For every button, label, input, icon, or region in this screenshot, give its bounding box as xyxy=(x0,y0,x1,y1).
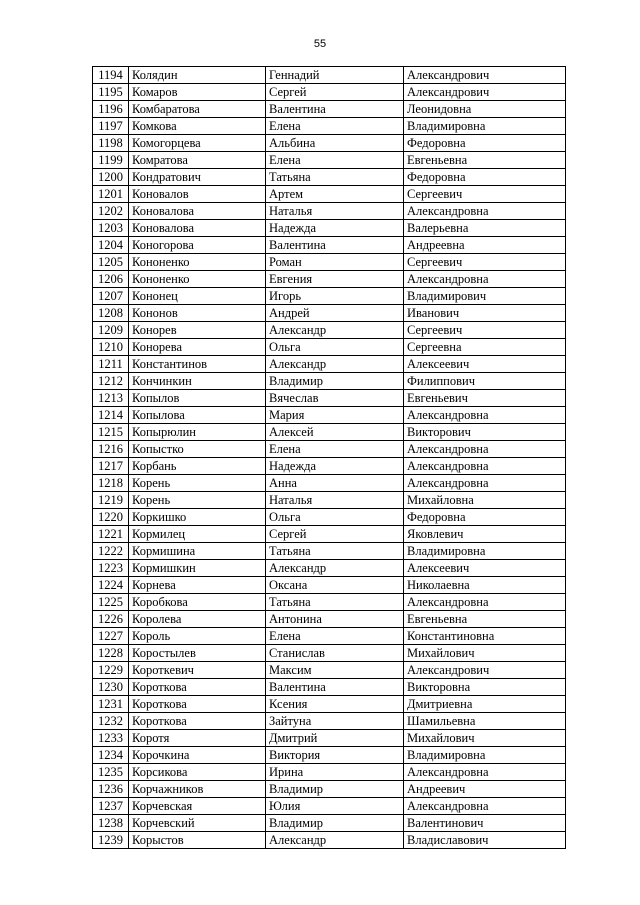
patronymic-cell: Яковлевич xyxy=(404,526,566,543)
patronymic-cell: Александрович xyxy=(404,84,566,101)
last-name-cell: Кормишина xyxy=(129,543,266,560)
patronymic-cell: Владимировна xyxy=(404,118,566,135)
row-number-cell: 1198 xyxy=(93,135,129,152)
first-name-cell: Вячеслав xyxy=(266,390,404,407)
row-number-cell: 1216 xyxy=(93,441,129,458)
row-number-cell: 1202 xyxy=(93,203,129,220)
row-number-cell: 1203 xyxy=(93,220,129,237)
first-name-cell: Александр xyxy=(266,560,404,577)
row-number-cell: 1210 xyxy=(93,339,129,356)
last-name-cell: Корень xyxy=(129,475,266,492)
last-name-cell: Конорев xyxy=(129,322,266,339)
last-name-cell: Короткова xyxy=(129,713,266,730)
patronymic-cell: Владиславович xyxy=(404,832,566,849)
last-name-cell: Корчевский xyxy=(129,815,266,832)
last-name-cell: Коновалова xyxy=(129,203,266,220)
table-row xyxy=(93,475,566,492)
first-name-cell: Владимир xyxy=(266,815,404,832)
first-name-cell: Наталья xyxy=(266,492,404,509)
table-row xyxy=(93,186,566,203)
table-row xyxy=(93,713,566,730)
first-name-cell: Зайтуна xyxy=(266,713,404,730)
patronymic-cell: Андреевич xyxy=(404,781,566,798)
first-name-cell: Елена xyxy=(266,152,404,169)
patronymic-cell: Михайлович xyxy=(404,730,566,747)
last-name-cell: Колядин xyxy=(129,67,266,84)
patronymic-cell: Александровна xyxy=(404,407,566,424)
first-name-cell: Надежда xyxy=(266,220,404,237)
first-name-cell: Ксения xyxy=(266,696,404,713)
patronymic-cell: Александровна xyxy=(404,798,566,815)
patronymic-cell: Владимировна xyxy=(404,543,566,560)
first-name-cell: Андрей xyxy=(266,305,404,322)
table-row xyxy=(93,356,566,373)
row-number-cell: 1199 xyxy=(93,152,129,169)
table-row xyxy=(93,152,566,169)
first-name-cell: Надежда xyxy=(266,458,404,475)
table-row xyxy=(93,679,566,696)
row-number-cell: 1224 xyxy=(93,577,129,594)
patronymic-cell: Федоровна xyxy=(404,509,566,526)
table-row xyxy=(93,118,566,135)
first-name-cell: Татьяна xyxy=(266,594,404,611)
patronymic-cell: Викторович xyxy=(404,424,566,441)
table-row xyxy=(93,577,566,594)
patronymic-cell: Алексеевич xyxy=(404,560,566,577)
table-row xyxy=(93,101,566,118)
first-name-cell: Геннадий xyxy=(266,67,404,84)
patronymic-cell: Андреевна xyxy=(404,237,566,254)
row-number-cell: 1197 xyxy=(93,118,129,135)
patronymic-cell: Шамильевна xyxy=(404,713,566,730)
first-name-cell: Елена xyxy=(266,118,404,135)
row-number-cell: 1201 xyxy=(93,186,129,203)
patronymic-cell: Сергеевич xyxy=(404,186,566,203)
last-name-cell: Копылова xyxy=(129,407,266,424)
last-name-cell: Константинов xyxy=(129,356,266,373)
table-row xyxy=(93,492,566,509)
table-row xyxy=(93,135,566,152)
patronymic-cell: Сергеевич xyxy=(404,322,566,339)
table-row xyxy=(93,254,566,271)
row-number-cell: 1194 xyxy=(93,67,129,84)
last-name-cell: Корчажников xyxy=(129,781,266,798)
first-name-cell: Валентина xyxy=(266,237,404,254)
last-name-cell: Копыстко xyxy=(129,441,266,458)
table-row xyxy=(93,305,566,322)
first-name-cell: Виктория xyxy=(266,747,404,764)
first-name-cell: Максим xyxy=(266,662,404,679)
row-number-cell: 1204 xyxy=(93,237,129,254)
patronymic-cell: Евгеньевна xyxy=(404,611,566,628)
names-table xyxy=(92,66,566,849)
table-row xyxy=(93,271,566,288)
patronymic-cell: Викторовна xyxy=(404,679,566,696)
last-name-cell: Комкова xyxy=(129,118,266,135)
page-number: 55 xyxy=(313,38,327,50)
patronymic-cell: Александровна xyxy=(404,203,566,220)
patronymic-cell: Владимирович xyxy=(404,288,566,305)
table-row xyxy=(93,781,566,798)
table-row xyxy=(93,747,566,764)
patronymic-cell: Николаевна xyxy=(404,577,566,594)
patronymic-cell: Сергеевна xyxy=(404,339,566,356)
first-name-cell: Оксана xyxy=(266,577,404,594)
last-name-cell: Корыстов xyxy=(129,832,266,849)
last-name-cell: Корень xyxy=(129,492,266,509)
table-row xyxy=(93,458,566,475)
first-name-cell: Александр xyxy=(266,832,404,849)
patronymic-cell: Александрович xyxy=(404,67,566,84)
row-number-cell: 1226 xyxy=(93,611,129,628)
patronymic-cell: Михайлович xyxy=(404,645,566,662)
table-row xyxy=(93,594,566,611)
last-name-cell: Король xyxy=(129,628,266,645)
last-name-cell: Корбань xyxy=(129,458,266,475)
table-row xyxy=(93,798,566,815)
patronymic-cell: Валентинович xyxy=(404,815,566,832)
first-name-cell: Артем xyxy=(266,186,404,203)
first-name-cell: Владимир xyxy=(266,373,404,390)
last-name-cell: Коротя xyxy=(129,730,266,747)
patronymic-cell: Александровна xyxy=(404,441,566,458)
table-row xyxy=(93,645,566,662)
row-number-cell: 1227 xyxy=(93,628,129,645)
last-name-cell: Кормилец xyxy=(129,526,266,543)
row-number-cell: 1195 xyxy=(93,84,129,101)
row-number-cell: 1209 xyxy=(93,322,129,339)
first-name-cell: Валентина xyxy=(266,101,404,118)
table-row xyxy=(93,730,566,747)
last-name-cell: Комогорцева xyxy=(129,135,266,152)
first-name-cell: Альбина xyxy=(266,135,404,152)
row-number-cell: 1231 xyxy=(93,696,129,713)
row-number-cell: 1235 xyxy=(93,764,129,781)
patronymic-cell: Александровна xyxy=(404,764,566,781)
first-name-cell: Евгения xyxy=(266,271,404,288)
last-name-cell: Комбаратова xyxy=(129,101,266,118)
first-name-cell: Сергей xyxy=(266,526,404,543)
last-name-cell: Комаров xyxy=(129,84,266,101)
table-row xyxy=(93,339,566,356)
row-number-cell: 1208 xyxy=(93,305,129,322)
row-number-cell: 1211 xyxy=(93,356,129,373)
row-number-cell: 1237 xyxy=(93,798,129,815)
row-number-cell: 1206 xyxy=(93,271,129,288)
row-number-cell: 1228 xyxy=(93,645,129,662)
last-name-cell: Кондратович xyxy=(129,169,266,186)
first-name-cell: Валентина xyxy=(266,679,404,696)
last-name-cell: Кононов xyxy=(129,305,266,322)
last-name-cell: Корнева xyxy=(129,577,266,594)
last-name-cell: Коростылев xyxy=(129,645,266,662)
last-name-cell: Корсикова xyxy=(129,764,266,781)
table-row xyxy=(93,424,566,441)
row-number-cell: 1223 xyxy=(93,560,129,577)
last-name-cell: Комратова xyxy=(129,152,266,169)
row-number-cell: 1196 xyxy=(93,101,129,118)
patronymic-cell: Владимировна xyxy=(404,747,566,764)
first-name-cell: Станислав xyxy=(266,645,404,662)
row-number-cell: 1205 xyxy=(93,254,129,271)
last-name-cell: Короткевич xyxy=(129,662,266,679)
last-name-cell: Коногорова xyxy=(129,237,266,254)
table-row xyxy=(93,662,566,679)
first-name-cell: Елена xyxy=(266,628,404,645)
patronymic-cell: Михайловна xyxy=(404,492,566,509)
first-name-cell: Татьяна xyxy=(266,543,404,560)
table-row xyxy=(93,220,566,237)
row-number-cell: 1232 xyxy=(93,713,129,730)
row-number-cell: 1207 xyxy=(93,288,129,305)
table-row xyxy=(93,169,566,186)
row-number-cell: 1221 xyxy=(93,526,129,543)
patronymic-cell: Леонидовна xyxy=(404,101,566,118)
table-row xyxy=(93,322,566,339)
table-row xyxy=(93,407,566,424)
table-row xyxy=(93,288,566,305)
table-row xyxy=(93,696,566,713)
row-number-cell: 1200 xyxy=(93,169,129,186)
last-name-cell: Корочкина xyxy=(129,747,266,764)
patronymic-cell: Евгеньевна xyxy=(404,152,566,169)
last-name-cell: Кончинкин xyxy=(129,373,266,390)
first-name-cell: Анна xyxy=(266,475,404,492)
patronymic-cell: Александровна xyxy=(404,271,566,288)
table-row xyxy=(93,237,566,254)
first-name-cell: Ольга xyxy=(266,339,404,356)
last-name-cell: Кононенко xyxy=(129,254,266,271)
patronymic-cell: Александровна xyxy=(404,475,566,492)
table-row xyxy=(93,560,566,577)
table-row xyxy=(93,543,566,560)
first-name-cell: Владимир xyxy=(266,781,404,798)
first-name-cell: Александр xyxy=(266,322,404,339)
row-number-cell: 1212 xyxy=(93,373,129,390)
row-number-cell: 1213 xyxy=(93,390,129,407)
first-name-cell: Ирина xyxy=(266,764,404,781)
last-name-cell: Коновалова xyxy=(129,220,266,237)
patronymic-cell: Александровна xyxy=(404,594,566,611)
first-name-cell: Роман xyxy=(266,254,404,271)
row-number-cell: 1234 xyxy=(93,747,129,764)
last-name-cell: Кормишкин xyxy=(129,560,266,577)
last-name-cell: Коркишко xyxy=(129,509,266,526)
row-number-cell: 1222 xyxy=(93,543,129,560)
patronymic-cell: Александровна xyxy=(404,458,566,475)
first-name-cell: Сергей xyxy=(266,84,404,101)
row-number-cell: 1215 xyxy=(93,424,129,441)
patronymic-cell: Иванович xyxy=(404,305,566,322)
first-name-cell: Наталья xyxy=(266,203,404,220)
last-name-cell: Конорева xyxy=(129,339,266,356)
last-name-cell: Коновалов xyxy=(129,186,266,203)
last-name-cell: Копылов xyxy=(129,390,266,407)
first-name-cell: Александр xyxy=(266,356,404,373)
patronymic-cell: Валерьевна xyxy=(404,220,566,237)
last-name-cell: Копырюлин xyxy=(129,424,266,441)
last-name-cell: Коробкова xyxy=(129,594,266,611)
table-row xyxy=(93,628,566,645)
row-number-cell: 1238 xyxy=(93,815,129,832)
patronymic-cell: Александрович xyxy=(404,662,566,679)
table-row xyxy=(93,203,566,220)
row-number-cell: 1233 xyxy=(93,730,129,747)
table-row xyxy=(93,441,566,458)
row-number-cell: 1220 xyxy=(93,509,129,526)
table-row xyxy=(93,390,566,407)
first-name-cell: Мария xyxy=(266,407,404,424)
row-number-cell: 1214 xyxy=(93,407,129,424)
table-row xyxy=(93,84,566,101)
patronymic-cell: Дмитриевна xyxy=(404,696,566,713)
first-name-cell: Елена xyxy=(266,441,404,458)
row-number-cell: 1217 xyxy=(93,458,129,475)
last-name-cell: Королева xyxy=(129,611,266,628)
names-table-body xyxy=(93,67,566,849)
row-number-cell: 1230 xyxy=(93,679,129,696)
last-name-cell: Короткова xyxy=(129,679,266,696)
table-row xyxy=(93,67,566,84)
table-row xyxy=(93,815,566,832)
last-name-cell: Кононец xyxy=(129,288,266,305)
table-row xyxy=(93,764,566,781)
row-number-cell: 1236 xyxy=(93,781,129,798)
patronymic-cell: Сергеевич xyxy=(404,254,566,271)
last-name-cell: Корчевская xyxy=(129,798,266,815)
first-name-cell: Алексей xyxy=(266,424,404,441)
patronymic-cell: Федоровна xyxy=(404,169,566,186)
table-row xyxy=(93,832,566,849)
last-name-cell: Короткова xyxy=(129,696,266,713)
row-number-cell: 1229 xyxy=(93,662,129,679)
row-number-cell: 1219 xyxy=(93,492,129,509)
first-name-cell: Татьяна xyxy=(266,169,404,186)
first-name-cell: Антонина xyxy=(266,611,404,628)
last-name-cell: Кононенко xyxy=(129,271,266,288)
first-name-cell: Юлия xyxy=(266,798,404,815)
row-number-cell: 1239 xyxy=(93,832,129,849)
first-name-cell: Игорь xyxy=(266,288,404,305)
row-number-cell: 1225 xyxy=(93,594,129,611)
patronymic-cell: Федоровна xyxy=(404,135,566,152)
first-name-cell: Дмитрий xyxy=(266,730,404,747)
patronymic-cell: Евгеньевич xyxy=(404,390,566,407)
patronymic-cell: Константиновна xyxy=(404,628,566,645)
patronymic-cell: Алексеевич xyxy=(404,356,566,373)
table-row xyxy=(93,611,566,628)
table-row xyxy=(93,526,566,543)
table-row xyxy=(93,509,566,526)
patronymic-cell: Филиппович xyxy=(404,373,566,390)
row-number-cell: 1218 xyxy=(93,475,129,492)
table-row xyxy=(93,373,566,390)
first-name-cell: Ольга xyxy=(266,509,404,526)
